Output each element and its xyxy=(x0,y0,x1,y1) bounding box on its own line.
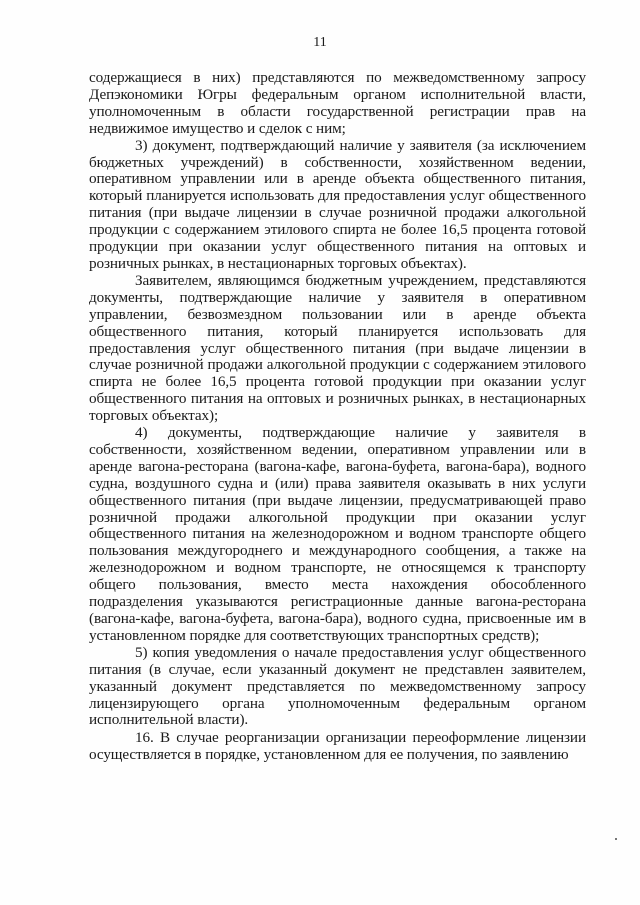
paragraph-continuation: содержащиеся в них) представляются по межведомственному запросу Депэкономики Югры федеральным органом исполнительной власти, уполномоченным в области государственной регистрации прав на недвижимое имущество и сделок с ним; xyxy=(89,69,586,137)
paragraph-item-5: 5) копия уведомления о начале предоставления услуг общественного питания (в случае, если указанный документ не представлен заявителем, указанный документ представляется по межведомственному запросу лицензирующего органа уполномоченным федеральным органом исполнительной власти). xyxy=(89,643,586,729)
paragraph-item-4: 4) документы, подтверждающие наличие у заявителя в собственности, хозяйственном ведении, оперативном управлении или в аренде вагона-ресторана (вагона-кафе, вагона-буфета, вагона-бара), водного судна, воздушного судна и (или) права заявителя оказывать в них услуги общественного питания (при выдаче лицензии, предусматривающей право розничной продажи алкогольной продукции при оказании услуг общественного питания на железнодорожном и водном транспорте общего пользования междугороднего и международного сообщения, а также на железнодорожном и водном транспорте, не относящемся к транспорту общего пользования, вместо места нахождения обособленного подразделения указываются регистрационные данные вагона-ресторана (вагона-кафе, вагона-буфета, вагона-бара), водного судна, присвоенные им в установленном порядке для соответствующих транспортных средств); xyxy=(89,424,586,644)
scan-speck xyxy=(615,838,617,840)
paragraph-budget-institution: Заявителем, являющимся бюджетным учреждением, представляются документы, подтверждающие наличие у заявителя в оперативном управлении, безвозмездном пользовании или в аренде объекта общественного питания, который планируется использовать для предоставления услуг общественного питания (при выдаче лицензии в случае розничной продажи алкогольной продукции с содержанием этилового спирта не более 16,5 процента готовой продукции при оказании услуг общественного питания на оптовых и розничных рынках, в нестационарных торговых объектах); xyxy=(89,271,586,425)
paragraph-item-3: 3) документ, подтверждающий наличие у заявителя (за исключением бюджетных учреждений) в собственности, хозяйственном ведении, оперативном управлении или в аренде объекта общественного питания, который планируется использовать для предоставления услуг общественного питания (при выдаче лицензии в случае розничной продажи алкогольной продукции с содержанием этилового спирта не более 16,5 процента готовой продукции при оказании услуг общественного питания на оптовых и розничных рынках, в нестационарных торговых объектах). xyxy=(89,136,586,272)
paragraph-section-16: 16. В случае реорганизации организации переоформление лицензии осуществляется в порядке, установленном для ее получения, по заявлению xyxy=(89,729,586,764)
page-number: 11 xyxy=(313,35,327,50)
document-body xyxy=(89,70,586,764)
